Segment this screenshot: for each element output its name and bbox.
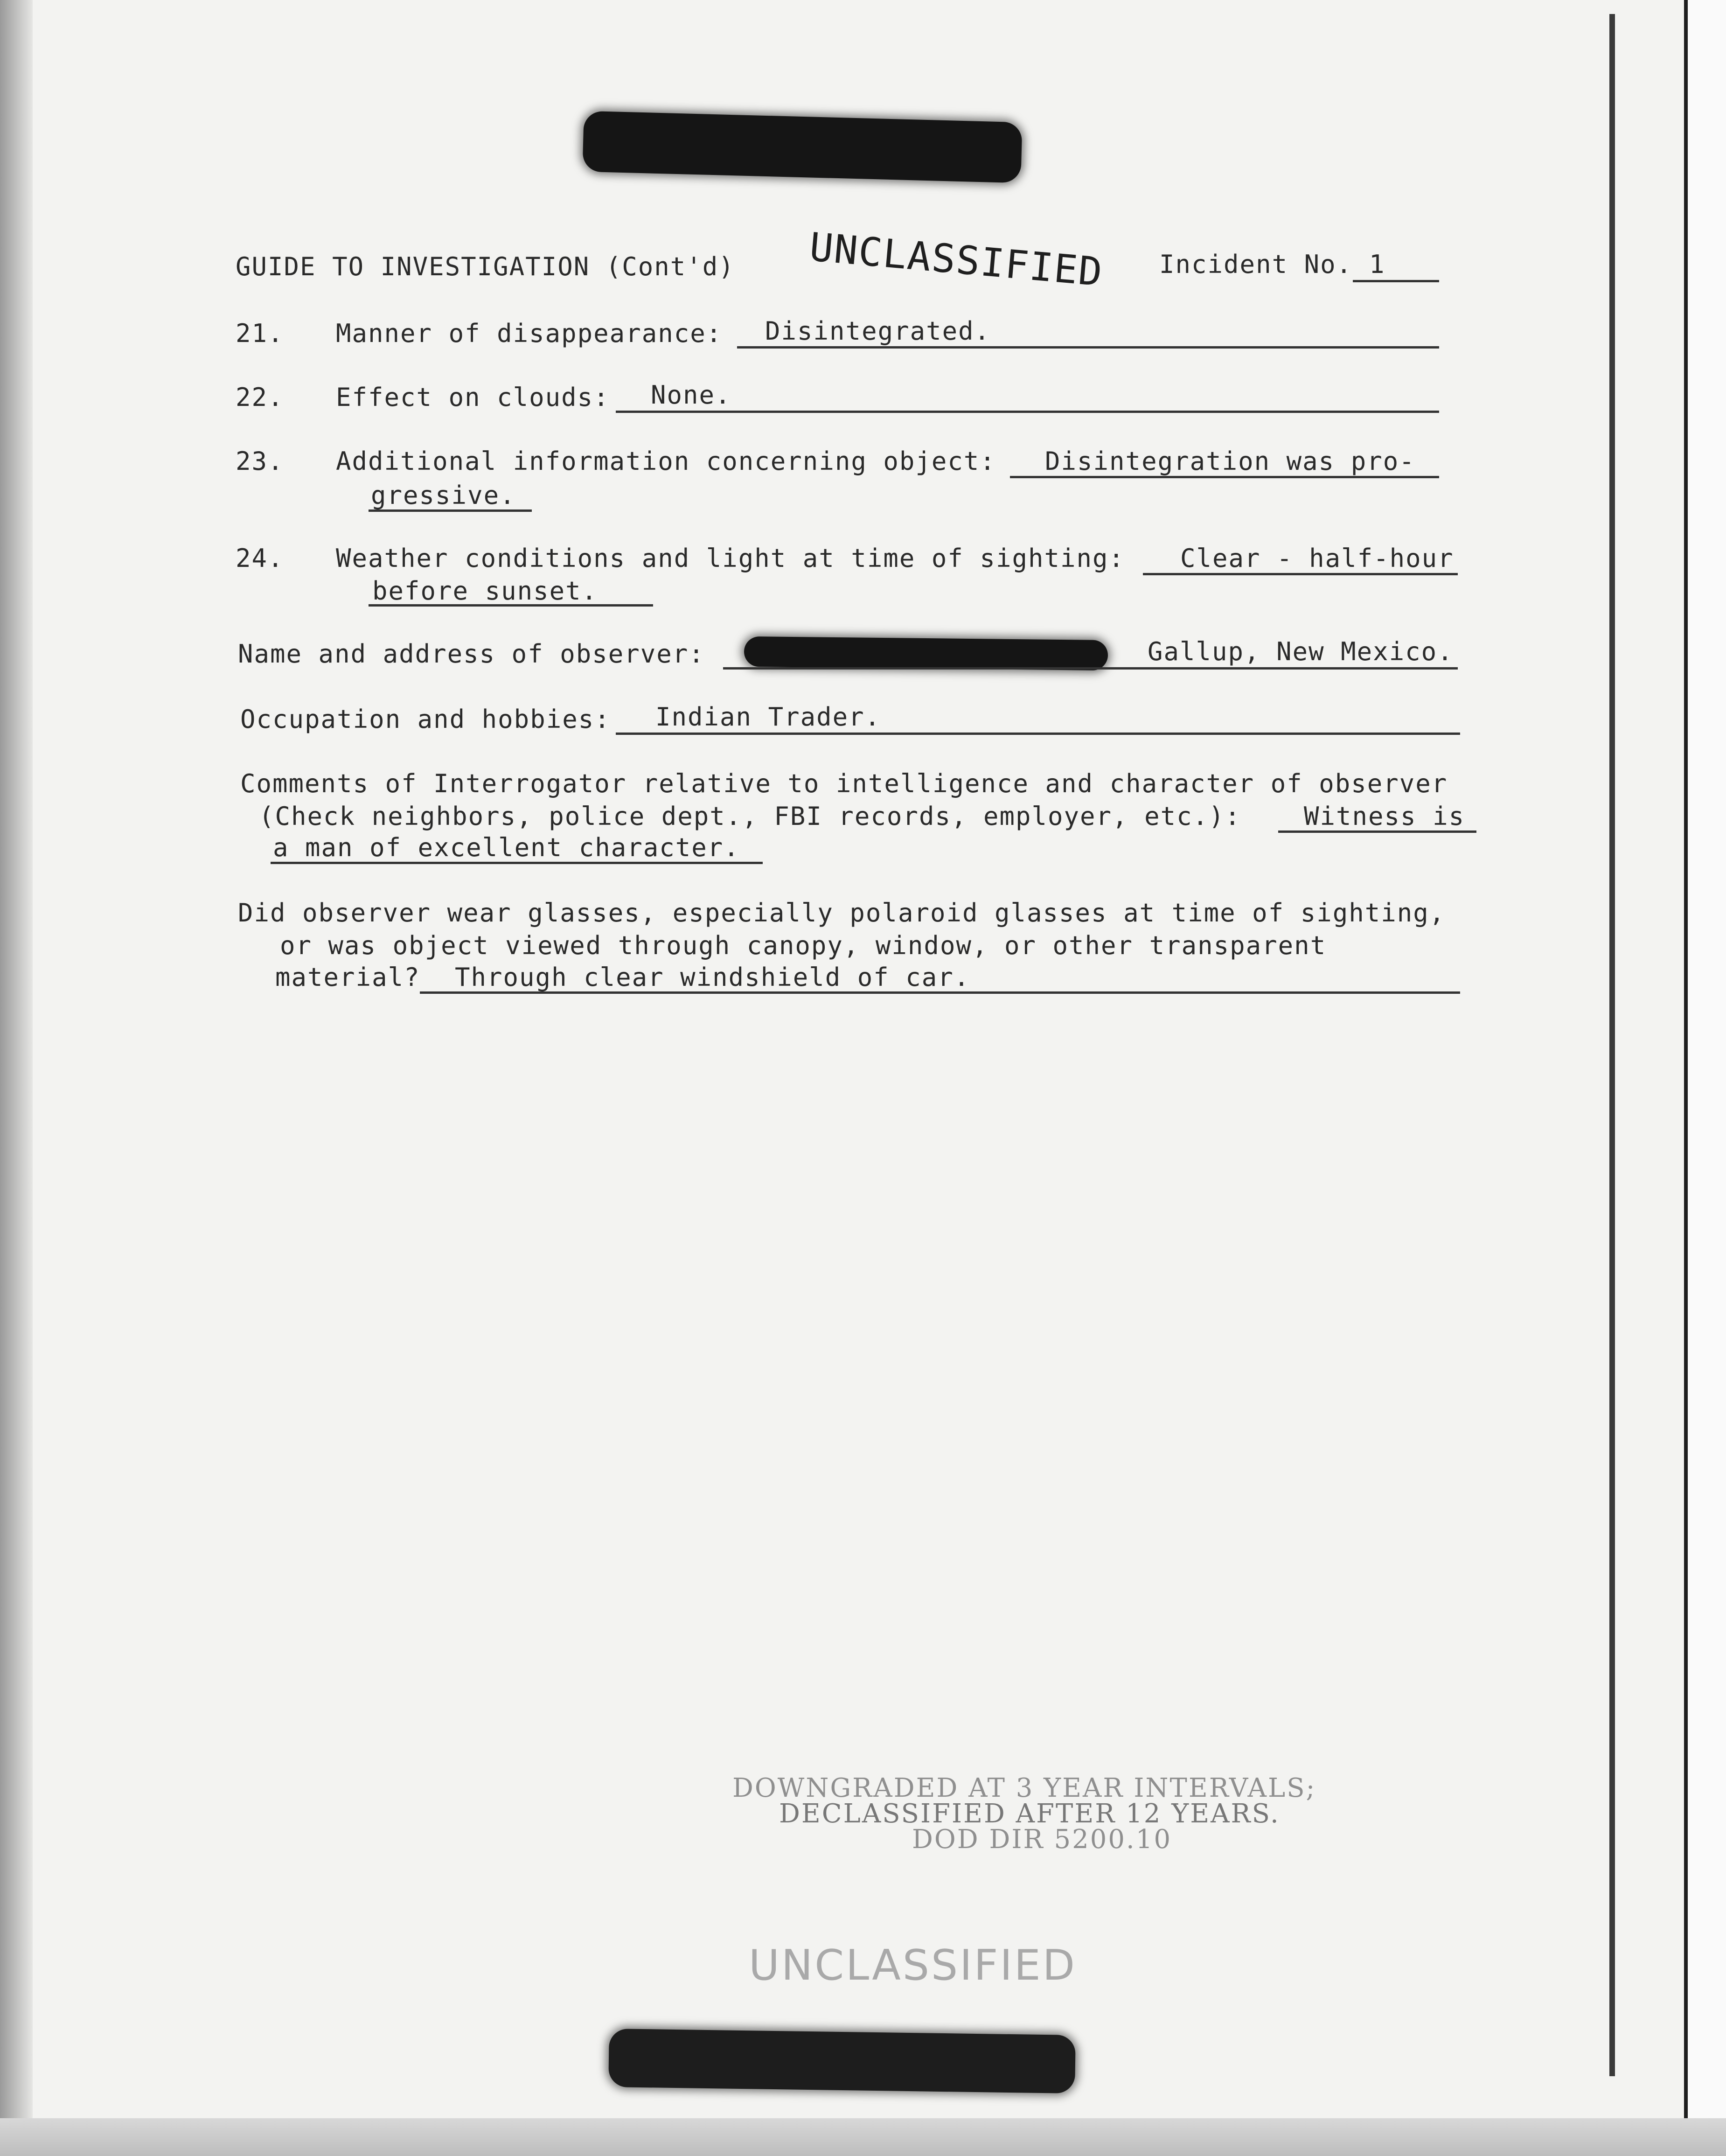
item-21-answer: Disintegrated. (765, 316, 991, 346)
item-24-label: Weather conditions and light at time of sighting: (336, 544, 1125, 573)
glasses-line3-answer: Through clear windshield of car. (455, 963, 970, 992)
page-edge-left (0, 0, 33, 2156)
glasses-rule (420, 991, 1460, 994)
redaction-observer-name (744, 636, 1108, 670)
item-24-number: 24. (236, 544, 284, 573)
redaction-top (582, 111, 1022, 183)
comments-rule-2 (271, 862, 763, 864)
comments-rule-1 (1278, 830, 1476, 833)
glasses-line2: or was object viewed through canopy, window, or other transparent (280, 931, 1327, 960)
page-edge-right (1609, 14, 1615, 2076)
occupation-rule (616, 733, 1460, 735)
redaction-bottom (608, 2029, 1076, 2093)
classification-stamp-top: UNCLASSIFIED (807, 224, 1105, 295)
item-23-label: Additional information concerning object: (336, 447, 996, 476)
item-22-label: Effect on clouds: (336, 383, 610, 412)
classification-stamp-bottom: UNCLASSIFIED (749, 1941, 1077, 1990)
comments-line1: Comments of Interrogator relative to intelligence and character of observer (240, 769, 1448, 798)
glasses-line1: Did observer wear glasses, especially polaroid glasses at time of sighting, (238, 898, 1446, 928)
scan-margin-right (1688, 0, 1726, 2156)
observer-address: Gallup, New Mexico. (1148, 637, 1454, 666)
item-21-rule (737, 346, 1439, 349)
comments-line2-label: (Check neighbors, police dept., FBI records, employer, etc.): (259, 802, 1241, 831)
observer-label: Name and address of observer: (238, 639, 705, 669)
incident-number-rule (1353, 280, 1439, 282)
item-22-answer: None. (651, 380, 731, 410)
comments-line3: a man of excellent character. (273, 833, 740, 862)
item-21-label: Manner of disappearance: (336, 319, 723, 348)
incident-label: Incident No. (1159, 250, 1353, 279)
declass-line2: DECLASSIFIED AFTER 12 YEARS. (779, 1799, 1280, 1829)
form-title: GUIDE TO INVESTIGATION (Cont'd) (236, 252, 735, 281)
item-22-rule (616, 411, 1439, 413)
occupation-answer: Indian Trader. (655, 702, 881, 732)
item-21-number: 21. (236, 319, 284, 348)
observer-rule (723, 667, 1458, 670)
item-23-rule-1 (1010, 476, 1439, 478)
item-24-rule-1 (1143, 573, 1458, 575)
item-23-number: 23. (236, 447, 284, 476)
occupation-label: Occupation and hobbies: (240, 705, 611, 734)
item-23-answer-line2: gressive. (371, 481, 516, 510)
scan-margin-bottom (0, 2118, 1726, 2156)
comments-line2-answer: Witness is (1304, 802, 1465, 831)
declass-line3: DOD DIR 5200.10 (912, 1824, 1172, 1855)
item-24-rule-2 (369, 604, 653, 607)
declass-line1: DOWNGRADED AT 3 YEAR INTERVALS; (732, 1773, 1316, 1803)
item-22-number: 22. (236, 383, 284, 412)
item-23-answer-line1: Disintegration was pro- (1045, 447, 1415, 476)
item-24-answer-line1: Clear - half-hour (1180, 544, 1454, 573)
item-23-rule-2 (369, 509, 532, 512)
page-edge-right-dark (1684, 0, 1688, 2156)
item-24-answer-line2: before sunset. (372, 576, 598, 606)
incident-number: 1 (1369, 250, 1385, 279)
glasses-line3-label: material? (275, 963, 420, 992)
